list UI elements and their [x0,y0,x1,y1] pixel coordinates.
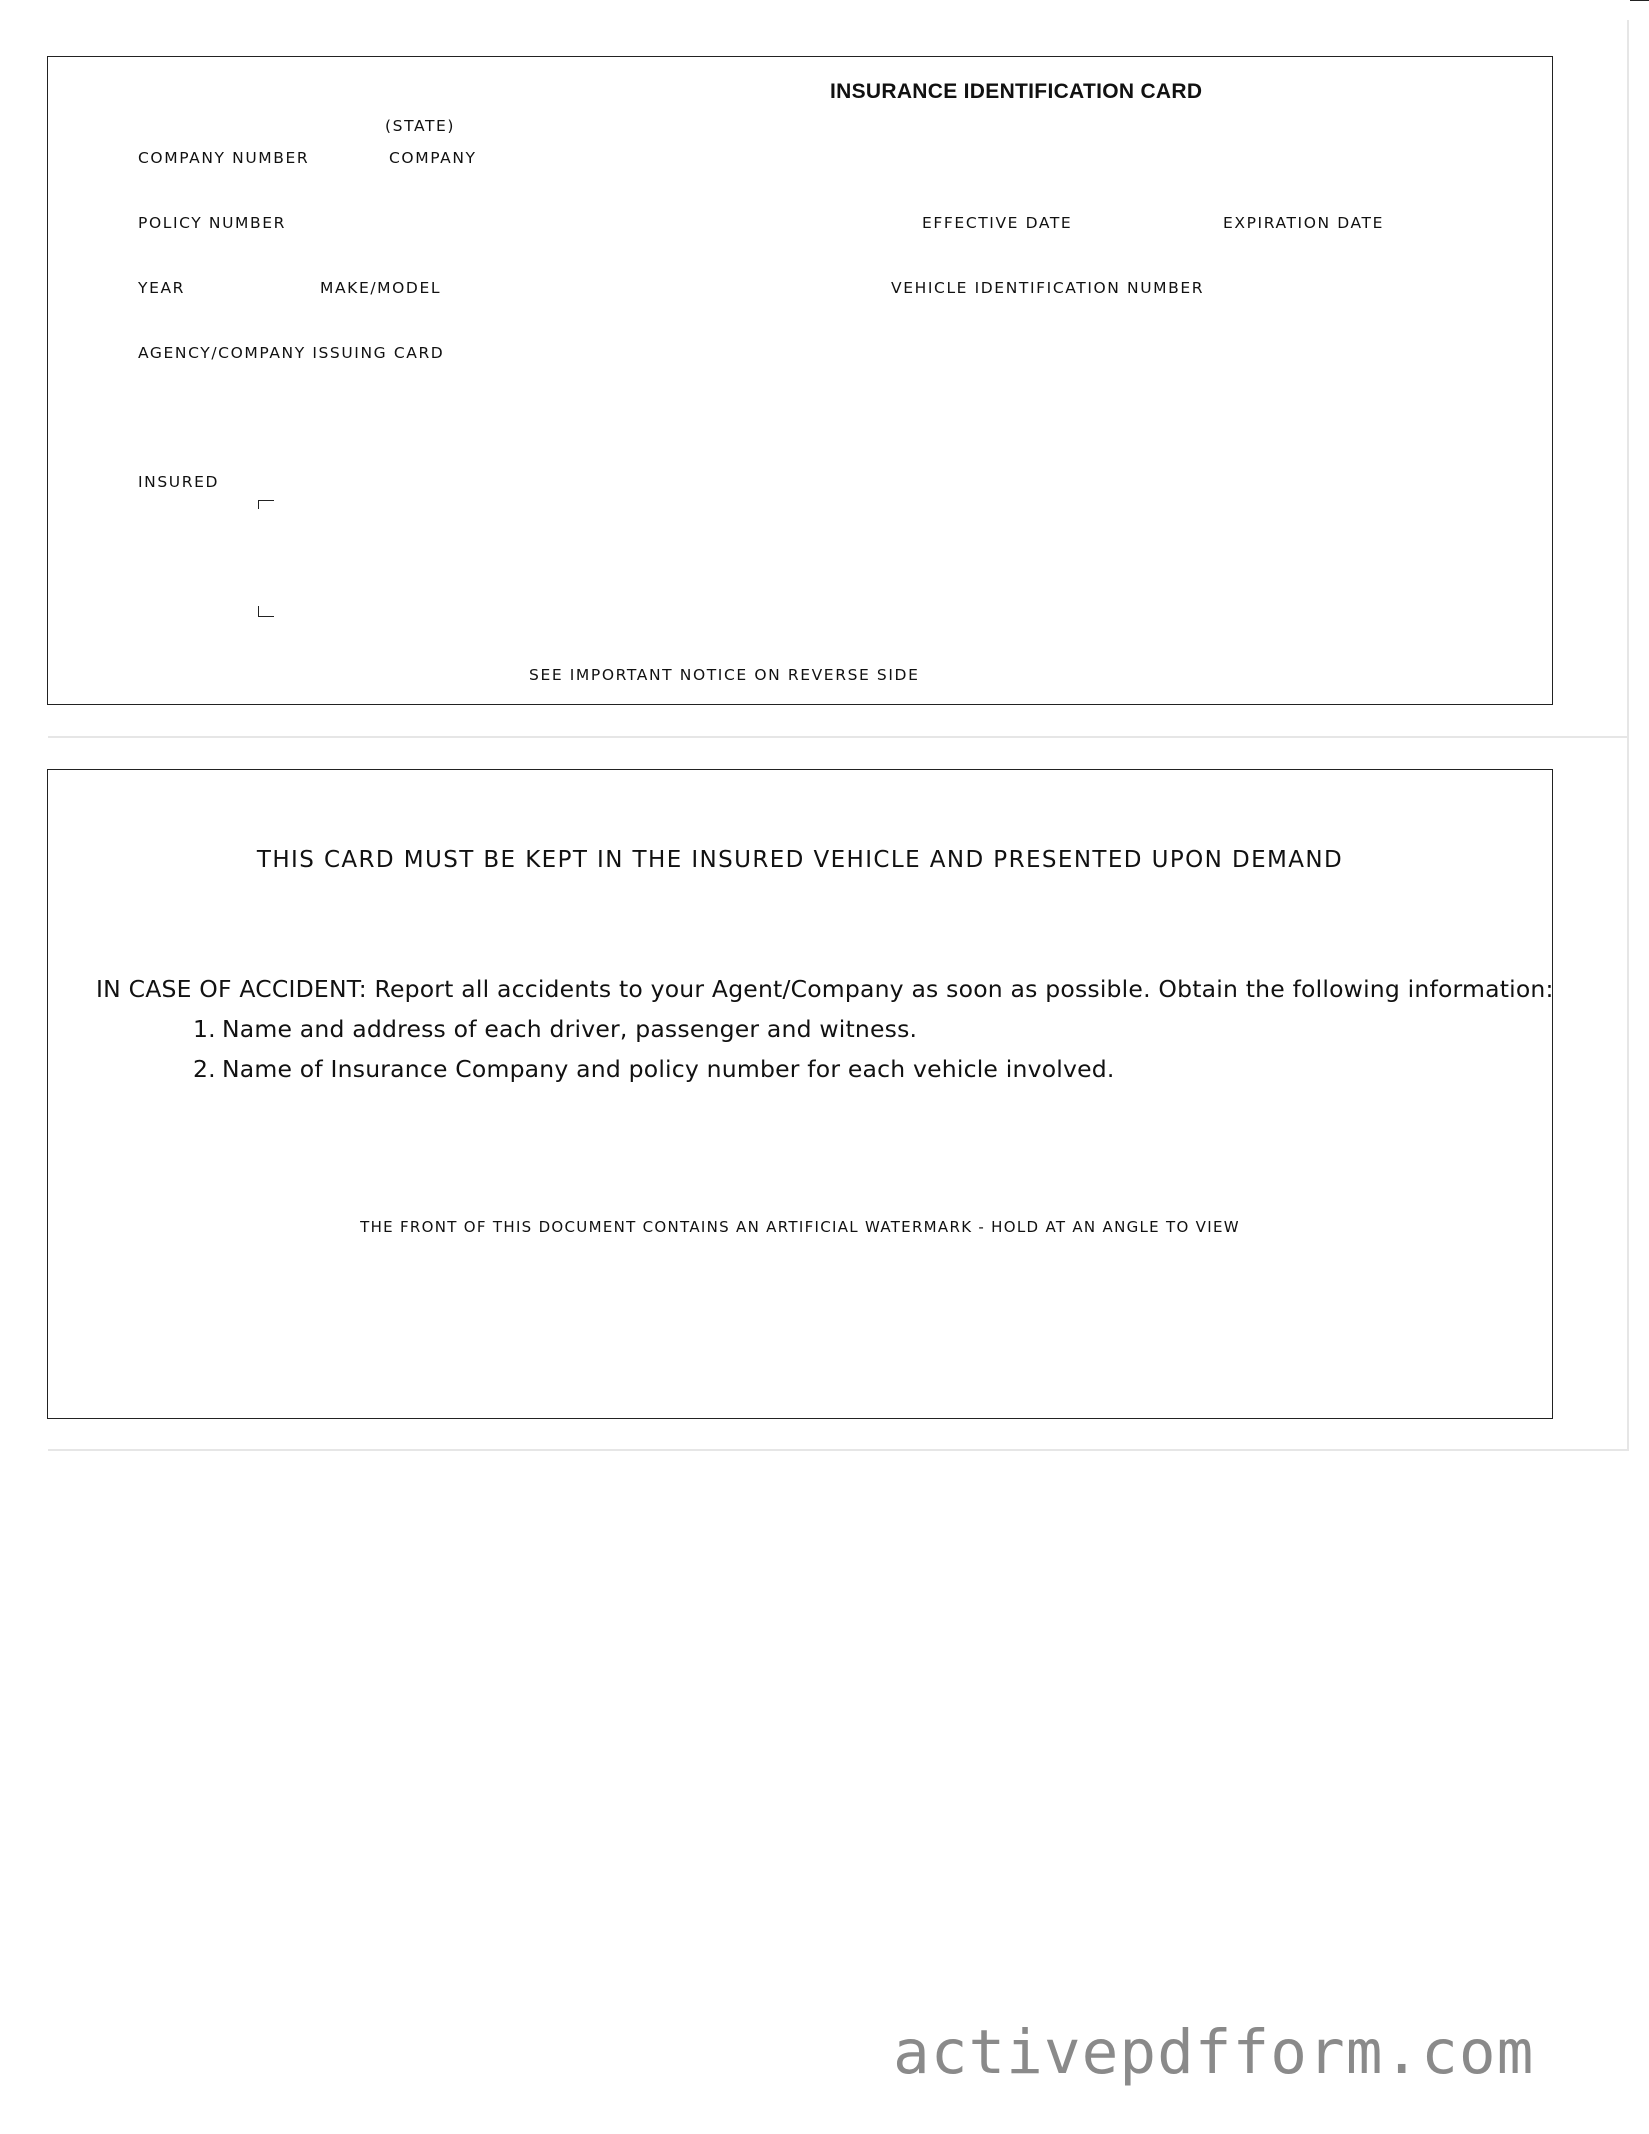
vin-label: VEHICLE IDENTIFICATION NUMBER [891,279,1205,297]
list-item-number: 1. [193,1015,216,1043]
list-item-text: Name and address of each driver, passenger and witness. [222,1015,918,1043]
keep-card-headline: THIS CARD MUST BE KEPT IN THE INSURED VEHICLE AND PRESENTED UPON DEMAND [256,847,1344,873]
company-number-label: COMPANY NUMBER [138,149,310,167]
watermark-note: THE FRONT OF THIS DOCUMENT CONTAINS AN ARTIFICIAL WATERMARK - HOLD AT AN ANGLE TO VIEW [360,1218,1240,1236]
corner-crop-mark [1630,0,1649,11]
agency-label: AGENCY/COMPANY ISSUING CARD [138,344,445,362]
expiration-date-label: EXPIRATION DATE [1223,214,1384,232]
company-label: COMPANY [389,149,477,167]
page-divider [48,736,1629,738]
list-item [193,1015,1115,1055]
list-item [193,1055,1115,1095]
insured-label: INSURED [138,473,220,491]
make-model-label: MAKE/MODEL [320,279,442,297]
insurance-card-front [47,56,1553,705]
insurance-card-back [47,769,1553,1419]
accident-info-list [193,1015,1115,1095]
accident-instructions: IN CASE OF ACCIDENT: Report all accidents to your Agent/Company as soon as possible. Obtain the following information: [96,975,1554,1003]
site-watermark: activepdfform.com [893,2017,1535,2088]
page-edge [1627,20,1629,1450]
reverse-notice: SEE IMPORTANT NOTICE ON REVERSE SIDE [529,666,920,684]
page-divider-bottom [48,1449,1629,1451]
list-item-number: 2. [193,1055,216,1083]
address-bracket-bottom [258,606,274,617]
policy-number-label: POLICY NUMBER [138,214,287,232]
effective-date-label: EFFECTIVE DATE [922,214,1073,232]
state-label: (STATE) [385,117,456,135]
list-item-text: Name of Insurance Company and policy number for each vehicle involved. [222,1055,1115,1083]
year-label: YEAR [138,279,186,297]
address-bracket-top [258,500,274,509]
card-title: INSURANCE IDENTIFICATION CARD [830,80,1203,103]
